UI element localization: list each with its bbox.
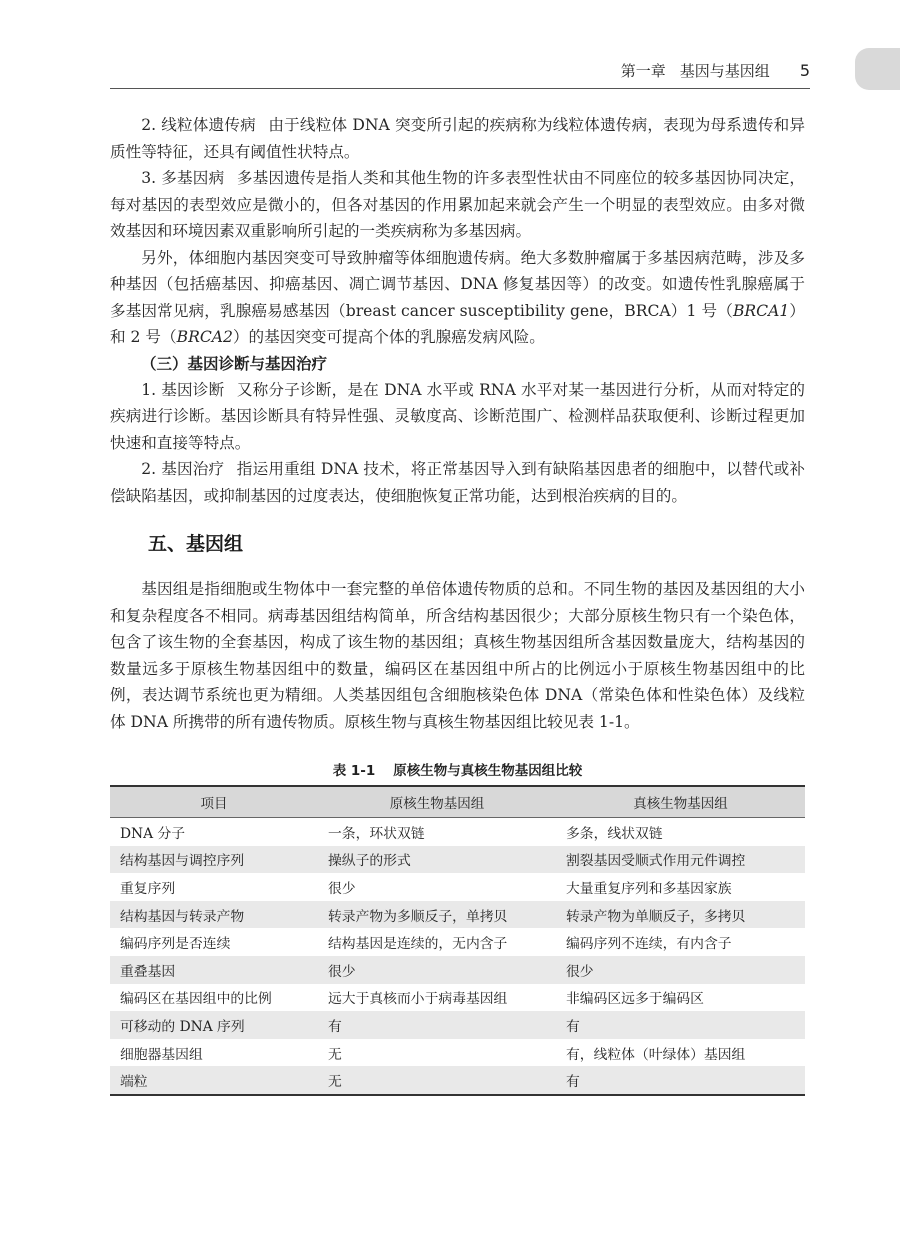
table-cell: 结构基因与调控序列 [110, 846, 318, 874]
paragraph-gene-diagnosis [110, 377, 805, 457]
table-row [110, 984, 805, 1012]
table-cell: 转录产物为多顺反子，单拷贝 [318, 901, 556, 929]
item-text: 由于线粒体 DNA 突变所引起的疾病称为线粒体遗传病，表现为母系遗传和异质性等特征，还具有阈值性状特点。 [110, 116, 805, 161]
table-cell: 有，线粒体（叶绿体）基因组 [566, 1046, 746, 1063]
table-cell: 割裂基因受顺式作用元件调控 [556, 846, 805, 874]
table-cell: 很少 [328, 880, 356, 897]
table-cell: 细胞器基因组 [120, 1046, 203, 1063]
table-cell: 端粒 [110, 1066, 318, 1095]
item-lead: 3. 多基因病 [141, 169, 225, 187]
paragraph-genome: 基因组是指细胞或生物体中一套完整的单倍体遗传物质的总和。不同生物的基因及基因组的大小和复杂程度各不相同。病毒基因组结构简单，所含结构基因很少；大部分原核生物只有一个染色体，包含了该生物的全套基因，构成了该生物的基因组；真核生物基因组所含基因数量庞大，结构基因的数量远多于原核生物基因组中的数量，编码区在基因组中所占的比例远小于原核生物基因组中的比例，表达调节系统也更为精细。人类基因组包含细胞核染色体 DNA（常染色体和性染色体）及线粒体 DNA 所携带的所有遗传物质。原核生物与真核生物基因组比较见表 1-1。 [110, 580, 805, 731]
table-cell: 编码序列是否连续 [120, 936, 231, 953]
table-cell: 编码区在基因组中的比例 [120, 991, 272, 1008]
text-span: ）的基因突变可提高个体的乳腺癌发病风险。 [232, 328, 545, 346]
chapter-label: 第一章 [620, 62, 666, 80]
table-row [110, 901, 805, 929]
gene-brca2: BRCA2 [176, 328, 233, 346]
page-edge-tab [855, 48, 900, 90]
header-cell: 原核生物基因组 [318, 786, 556, 818]
paragraph-somatic [110, 245, 805, 351]
table-header-row [110, 786, 805, 818]
table-row [110, 1066, 805, 1095]
table-cell: 可移动的 DNA 序列 [110, 1011, 318, 1039]
table-row [110, 818, 805, 846]
table-cell: 多条，线状双链 [566, 825, 663, 842]
table-row [110, 1039, 805, 1067]
table-row [110, 1011, 805, 1039]
page-number: 5 [799, 61, 810, 80]
item-lead: 2. 基因治疗 [141, 460, 225, 478]
section-title: 五、基因组 [148, 533, 244, 555]
header-rule [110, 88, 810, 89]
table-cell: 编码序列不连续，有内含子 [566, 936, 732, 953]
table-cell: 结构基因是连续的，无内含子 [328, 936, 508, 953]
table-cell: 无 [318, 1066, 556, 1095]
table-cell: DNA 分子 [120, 825, 186, 842]
table-row [110, 928, 805, 956]
paragraph-mito-disease [110, 112, 805, 165]
page-body [110, 112, 805, 1096]
gene-brca1: BRCA1 [732, 301, 790, 320]
chapter-title: 基因与基因组 [679, 62, 770, 80]
subsection-title: （三）基因诊断与基因治疗 [141, 354, 328, 373]
table-cell: 很少 [556, 956, 805, 984]
running-header [110, 60, 810, 81]
item-text: 多基因遗传是指人类和其他生物的许多表型性状由不同座位的较多基因协同决定，每对基因的表型效应是微小的，但各对基因的作用累加起来就会产生一个明显的表型效应。由多对微效基因和环境因素双重影响所引起的一类疾病称为多基因病。 [110, 169, 805, 240]
table-row [110, 873, 805, 901]
header-cell: 真核生物基因组 [556, 786, 805, 818]
table-cell: 很少 [318, 956, 556, 984]
table-cell: 一条，环状双链 [328, 825, 425, 842]
item-text: 指运用重组 DNA 技术，将正常基因导入到有缺陷基因患者的细胞中，以替代或补偿缺陷基因，或抑制基因的过度表达，使细胞恢复正常功能，达到根治疾病的目的。 [110, 460, 805, 505]
table-cell: 无 [328, 1046, 342, 1063]
table-cell: 操纵子的形式 [318, 846, 556, 874]
table-cell: 结构基因与转录产物 [110, 901, 318, 929]
table-caption [110, 759, 805, 779]
table-cell: 非编码区远多于编码区 [566, 991, 704, 1008]
table-number: 表 1-1 [332, 763, 376, 779]
text-span: ）和 2 号（ [110, 301, 805, 346]
item-lead: 1. 基因诊断 [141, 380, 225, 399]
table-caption-text: 原核生物与真核生物基因组比较 [393, 763, 583, 779]
table-cell: 重叠基因 [110, 956, 318, 984]
table-cell: 远大于真核而小于病毒基因组 [328, 991, 508, 1008]
genome-comparison-table [110, 785, 805, 1096]
paragraph-polygenic [110, 165, 805, 245]
table-row [110, 846, 805, 874]
item-text: 又称分子诊断，是在 DNA 水平或 RNA 水平对某一基因进行分析，从而对特定的疾病进行诊断。基因诊断具有特异性强、灵敏度高、诊断范围广、检测样品获取便利、诊断过程更加快速和直接等特点。 [110, 380, 805, 452]
text-span: 另外，体细胞内基因突变可导致肿瘤等体细胞遗传病。绝大多数肿瘤属于多基因病范畴，涉及多种基因（包括癌基因、抑癌基因、凋亡调节基因、DNA 修复基因等）的改变。如遗传性乳腺癌属于多基因常见病，乳腺癌易感基因（breast cancer susceptibility gene，BRCA）1 号（ [110, 248, 805, 320]
table-cell: 有 [556, 1011, 805, 1039]
table-cell: 大量重复序列和多基因家族 [566, 880, 732, 897]
header-cell: 项目 [110, 786, 318, 818]
table-cell: 有 [556, 1066, 805, 1095]
table-cell: 转录产物为单顺反子，多拷贝 [556, 901, 805, 929]
item-lead: 2. 线粒体遗传病 [141, 116, 256, 134]
paragraph-gene-therapy [110, 456, 805, 509]
table-cell: 有 [318, 1011, 556, 1039]
table-cell: 重复序列 [120, 880, 176, 897]
table-row [110, 956, 805, 984]
